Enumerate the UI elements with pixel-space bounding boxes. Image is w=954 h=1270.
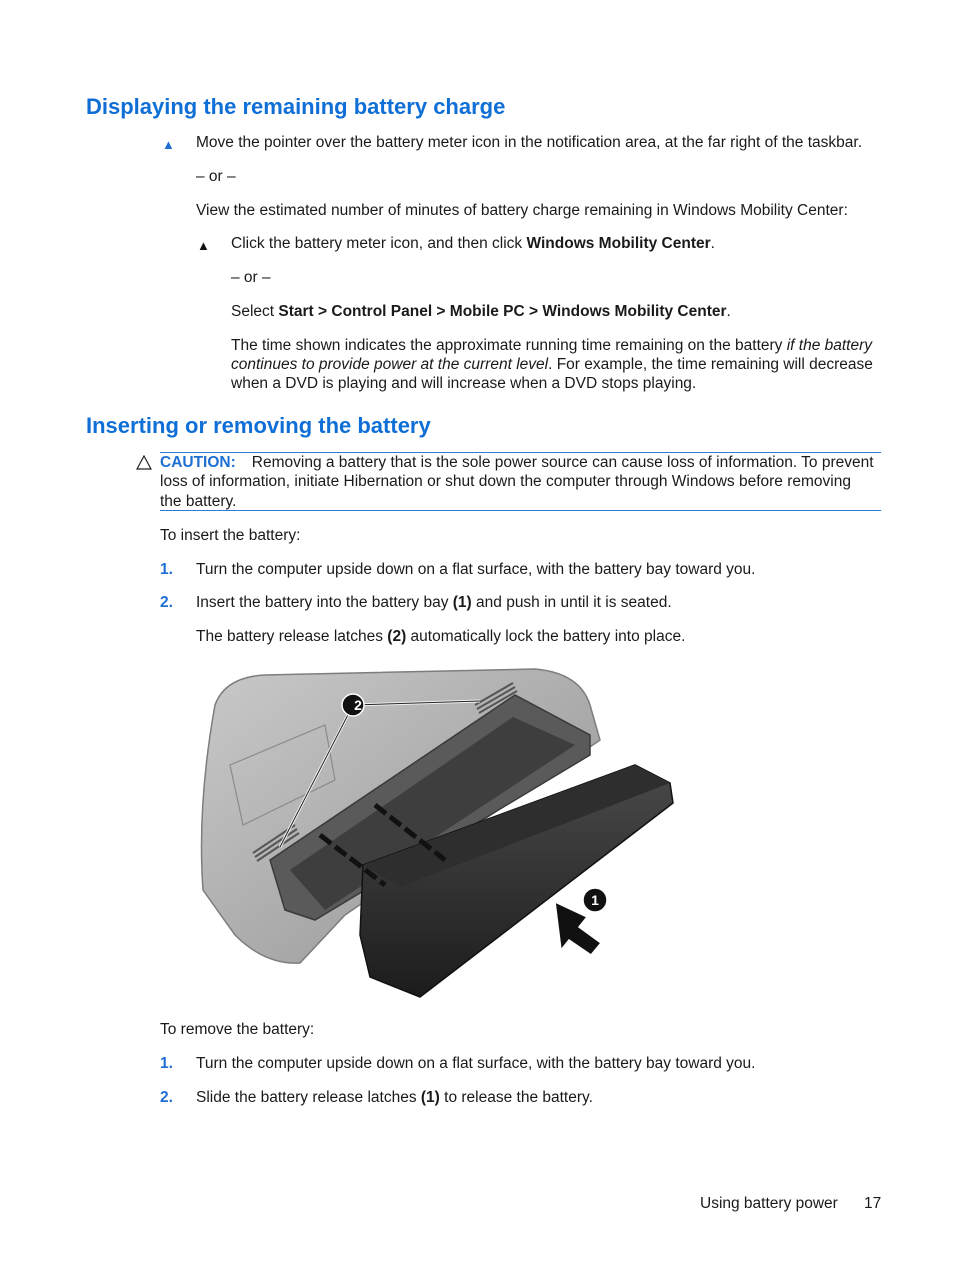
callout-2: 2	[354, 697, 362, 713]
remove-step2-pre: Slide the battery release latches	[196, 1089, 421, 1106]
sub-bullet-text	[231, 234, 715, 253]
insert-step-2-text	[196, 593, 672, 612]
note-line-3: when a DVD is playing and will increase when a DVD stops playing.	[231, 375, 697, 392]
insert-step-1-number: 1.	[160, 561, 173, 578]
section-heading-insert-remove: Inserting or removing the battery	[86, 413, 431, 438]
remove-step-2-text	[196, 1088, 593, 1107]
page-number: 17	[864, 1195, 882, 1212]
remove-step2-bold: (1)	[420, 1089, 440, 1106]
caution-line-2: loss of information, initiate Hibernation or shut down the computer through Windows before removing	[160, 473, 851, 490]
select-post: .	[726, 303, 731, 320]
select-pre: Select	[231, 303, 279, 320]
bullet-text: Move the pointer over the battery meter icon in the notification area, at the far right of the taskbar.	[196, 134, 863, 151]
callout-1: 1	[591, 892, 599, 908]
latch-bold: (2)	[387, 628, 407, 645]
sub-bullet-post: .	[710, 235, 715, 252]
caution-triangle-icon	[136, 455, 152, 470]
insert-step-2-number: 2.	[160, 594, 173, 611]
insert-step2-bold: (1)	[452, 594, 472, 611]
remove-step-2-number: 2.	[160, 1089, 173, 1106]
note-line-2	[231, 355, 873, 374]
note-line1-pre: The time shown indicates the approximate running time remaining on the battery	[231, 337, 787, 354]
select-bold: Start > Control Panel > Mobile PC > Windows Mobility Center	[278, 303, 727, 320]
insert-step2-post: and push in until it is seated.	[471, 594, 672, 611]
black-triangle-icon: ▲	[197, 238, 210, 253]
note-line2-post: . For example, the time remaining will decrease	[548, 356, 873, 373]
select-path	[231, 302, 731, 321]
note-line1-italic: if the battery	[786, 337, 873, 354]
sub-bullet-bold: Windows Mobility Center	[526, 235, 711, 252]
sub-bullet-pre: Click the battery meter icon, and then click	[231, 235, 527, 252]
caution-line-3: the battery.	[160, 493, 237, 510]
remove-step2-post: to release the battery.	[439, 1089, 593, 1106]
view-text: View the estimated number of minutes of battery charge remaining in Windows Mobility Center:	[196, 202, 848, 219]
blue-triangle-icon: ▲	[162, 137, 175, 152]
or-separator: – or –	[196, 168, 236, 185]
insert-step-1-text: Turn the computer upside down on a flat surface, with the battery bay toward you.	[196, 561, 756, 578]
battery-illustration	[195, 665, 680, 1005]
caution-line-1	[160, 453, 874, 472]
latch-pre: The battery release latches	[196, 628, 388, 645]
caution-line1-text: Removing a battery that is the sole power source can cause loss of information. To prevent	[251, 454, 874, 471]
remove-intro: To remove the battery:	[160, 1021, 315, 1038]
note-line-1	[231, 336, 872, 355]
footer-title: Using battery power	[700, 1195, 838, 1212]
remove-step-1-text: Turn the computer upside down on a flat surface, with the battery bay toward you.	[196, 1055, 756, 1072]
insert-step2-pre: Insert the battery into the battery bay	[196, 594, 453, 611]
caution-label: CAUTION:	[160, 454, 236, 471]
or-separator-2: – or –	[231, 269, 271, 286]
latch-text	[196, 627, 685, 646]
section-heading-battery-charge: Displaying the remaining battery charge	[86, 94, 506, 119]
latch-post: automatically lock the battery into place.	[406, 628, 686, 645]
remove-step-1-number: 1.	[160, 1055, 173, 1072]
note-line2-italic: continues to provide power at the current level	[231, 356, 549, 373]
insert-intro: To insert the battery:	[160, 527, 301, 544]
